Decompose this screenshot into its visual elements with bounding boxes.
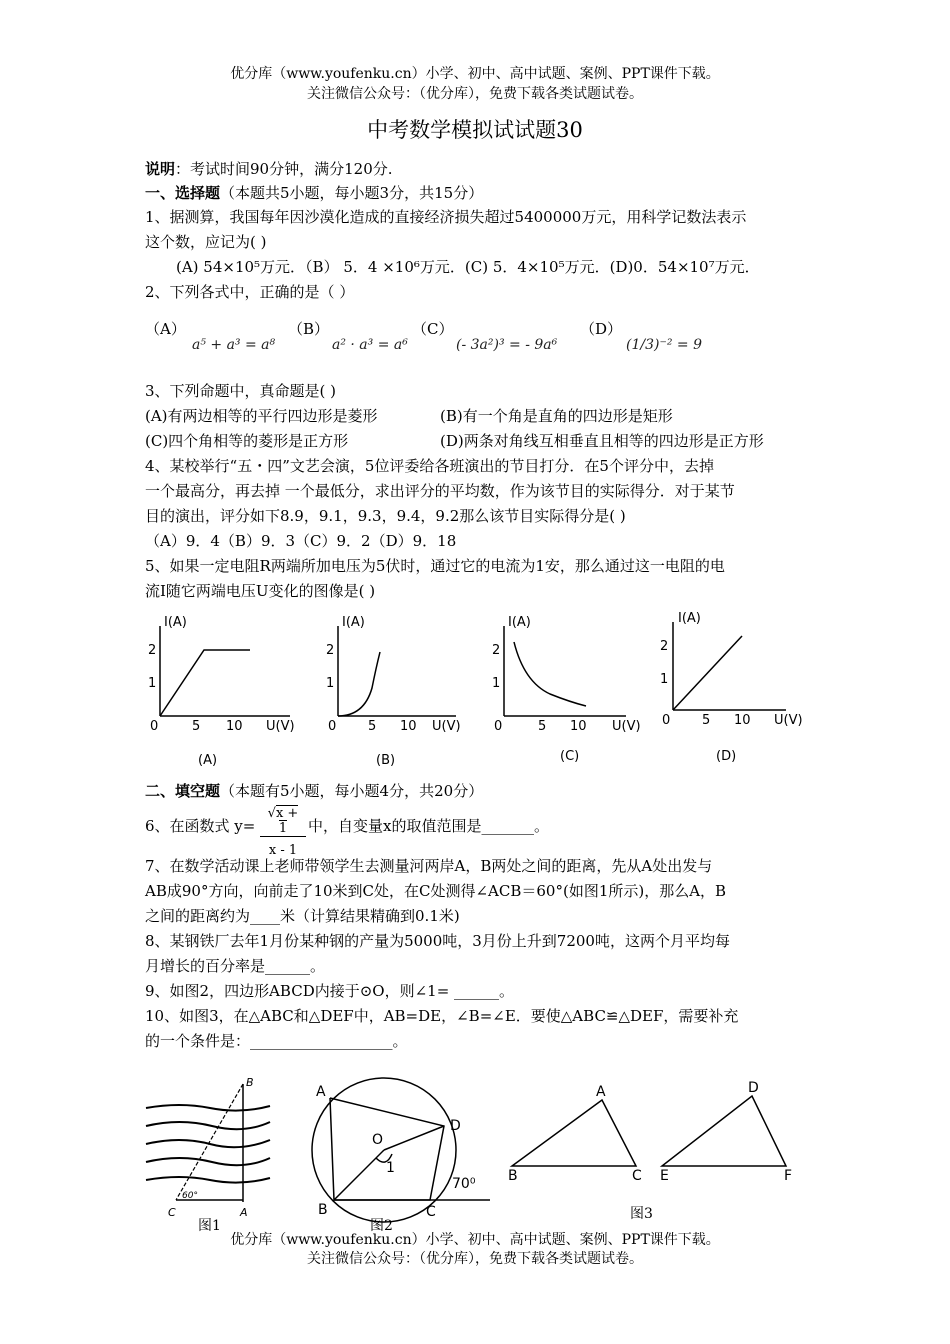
q7-line-2: AB成90°方向，向前走了10米到C处，在C处测得∠ACB＝60°(如图1所示)，那么A，B bbox=[145, 882, 727, 900]
graph-b-line bbox=[338, 652, 380, 716]
q5-line-1: 5、如果一定电阻R两端所加电压为5伏时，通过它的电流为1安，那么通过这一电阻的电 bbox=[145, 557, 725, 575]
fig2-label-d: D bbox=[450, 1118, 461, 1134]
graph-c-tick-10: 10 bbox=[570, 719, 587, 734]
q7-line-3: 之间的距离约为____米（计算结果精确到0.1米) bbox=[145, 907, 460, 925]
header-line-2: 关注微信公众号：（优分库），免费下载各类试题试卷。 bbox=[307, 86, 643, 102]
section-2-heading bbox=[145, 780, 483, 802]
graph-b-tick-5: 5 bbox=[368, 719, 377, 734]
graph-d-caption: (D) bbox=[716, 749, 737, 764]
figure-3 bbox=[512, 1096, 786, 1166]
graph-d-line bbox=[673, 636, 742, 710]
fig2-label-b: B bbox=[318, 1202, 328, 1218]
intro-text: ：考试时间90分钟，满分120分. bbox=[175, 160, 393, 178]
q3-stem: 3、下列命题中，真命题是( ) bbox=[145, 382, 337, 400]
graph-a-tick-5: 5 bbox=[192, 719, 201, 734]
fig1-label-c: C bbox=[168, 1206, 176, 1219]
graph-b-tick-2: 2 bbox=[326, 643, 335, 658]
section-1-label: 一、选择题 bbox=[145, 184, 221, 202]
q3-option-c: (C)四个角相等的菱形是正方形 bbox=[145, 432, 349, 450]
q8-line-2: 月增长的百分率是______。 bbox=[145, 957, 326, 975]
q2-option-d: （D） bbox=[580, 320, 623, 338]
fig1-caption: 图1 bbox=[198, 1218, 221, 1234]
graph-b-xlabel: U(V) bbox=[432, 719, 461, 734]
q6-numerator-text: x + 1 bbox=[275, 806, 299, 836]
q9-line-1: 9、如图2，四边形ABCD内接于⊙O，则∠1= ______。 bbox=[145, 982, 515, 1000]
graph-c-tick-5: 5 bbox=[538, 719, 547, 734]
graph-b-caption: (B) bbox=[376, 753, 396, 768]
fig3-label-c: C bbox=[632, 1168, 642, 1184]
section-2-label: 二、填空题 bbox=[145, 782, 221, 800]
footer-line-1: 优分库（www.youfenku.cn）小学、初中、高中试题、案例、PPT课件下载。 bbox=[230, 1232, 720, 1248]
graph-b-ylabel: I(A) bbox=[342, 615, 365, 630]
section-1-heading bbox=[145, 182, 483, 204]
fig2-label-a: A bbox=[316, 1084, 326, 1100]
q6-fraction bbox=[260, 806, 306, 858]
q2-option-d-expr: (1/3)⁻² = 9 bbox=[626, 337, 702, 353]
graph-d-tick-5: 5 bbox=[702, 713, 711, 728]
q2-stem: 2、下列各式中，正确的是（ ） bbox=[145, 283, 355, 301]
fig3-label-f: F bbox=[784, 1168, 793, 1184]
fig2-label-angle: 70⁰ bbox=[452, 1176, 476, 1192]
q2-option-a-expr: a⁵ + a³ = a⁸ bbox=[192, 337, 276, 353]
footer-line-2: 关注微信公众号：（优分库），免费下载各类试题试卷。 bbox=[307, 1251, 643, 1267]
q3-option-b: (B)有一个角是直角的四边形是矩形 bbox=[440, 407, 673, 425]
fig3-label-b: B bbox=[508, 1168, 518, 1184]
fig3-label-d: D bbox=[748, 1080, 759, 1096]
graph-b-tick-10: 10 bbox=[400, 719, 417, 734]
graph-b-tick-1: 1 bbox=[326, 676, 335, 691]
figure-2 bbox=[312, 1078, 490, 1222]
graph-d-tick-10: 10 bbox=[734, 713, 751, 728]
fig3-caption: 图3 bbox=[630, 1206, 653, 1222]
page-title: 中考数学模拟试试题30 bbox=[367, 118, 583, 142]
fig2-caption: 图2 bbox=[370, 1218, 393, 1234]
graph-d-tick-2: 2 bbox=[660, 639, 669, 654]
graph-c-tick-1: 1 bbox=[492, 676, 501, 691]
q6-post: 中，自变量x的取值范围是_______。 bbox=[308, 817, 549, 835]
graph-c-xlabel: U(V) bbox=[612, 719, 641, 734]
q1-line-1: 1、据测算，我国每年因沙漠化造成的直接经济损失超过5400000万元，用科学记数法表示 bbox=[145, 208, 747, 226]
fig1-label-angle: 60° bbox=[182, 1191, 198, 1201]
graph-c-tick-2: 2 bbox=[492, 643, 501, 658]
q6-pre: 6、在函数式 y= bbox=[145, 817, 256, 835]
q2-option-b-expr: a² · a³ = a⁶ bbox=[332, 337, 408, 353]
section-1-text: （本题共5小题，每小题3分，共15分） bbox=[220, 184, 484, 202]
fig1-label-b: B bbox=[246, 1076, 254, 1089]
graph-c-ylabel: I(A) bbox=[508, 615, 531, 630]
q10-line-2: 的一个条件是：___________________。 bbox=[145, 1032, 408, 1050]
graph-a-caption: (A) bbox=[198, 753, 218, 768]
q5-graphs bbox=[140, 612, 820, 772]
graph-b-tick-0: 0 bbox=[328, 719, 337, 734]
q4-options: （A）9．4（B）9．3（C）9．2（D）9．18 bbox=[145, 532, 457, 550]
intro bbox=[145, 158, 393, 180]
q1-options: (A) 54×10⁵万元．（B） 5．4 ×10⁶万元．(C) 5．4×10⁵万元．(D)0．54×10⁷万元． bbox=[176, 258, 760, 276]
q2-option-a: （A） bbox=[145, 320, 186, 338]
fig2-label-1: 1 bbox=[386, 1160, 395, 1176]
q5-line-2: 流I随它两端电压U变化的图像是( ) bbox=[145, 582, 376, 600]
header-line-1: 优分库（www.youfenku.cn）小学、初中、高中试题、案例、PPT课件下载。 bbox=[230, 66, 720, 82]
q3-option-d: (D)两条对角线互相垂直且相等的四边形是正方形 bbox=[440, 432, 764, 450]
fig3-label-a: A bbox=[596, 1084, 606, 1100]
figure-1 bbox=[146, 1084, 270, 1202]
graph-d-tick-1: 1 bbox=[660, 672, 669, 687]
q4-line-1: 4、某校举行“五・四”文艺会演，5位评委给各班演出的节目打分．在5个评分中，去掉 bbox=[145, 457, 714, 475]
bottom-figures bbox=[140, 1074, 820, 1234]
q2-option-b: （B） bbox=[288, 320, 330, 338]
graph-d-xlabel: U(V) bbox=[774, 713, 803, 728]
q7-line-1: 7、在数学活动课上老师带领学生去测量河两岸A，B两处之间的距离，先从A处出发与 bbox=[145, 857, 713, 875]
graph-a-tick-10: 10 bbox=[226, 719, 243, 734]
q4-line-3: 目的演出，评分如下8.9，9.1，9.3，9.4，9.2那么该节目实际得分是( ) bbox=[145, 507, 626, 525]
intro-label: 说明 bbox=[145, 160, 176, 178]
q6-denominator: x - 1 bbox=[268, 843, 298, 858]
section-2-text: （本题有5小题，每小题4分，共20分） bbox=[220, 782, 484, 800]
q4-line-2: 一个最高分，再去掉 一个最低分，求出评分的平均数，作为该节目的实际得分．对于某节 bbox=[145, 482, 735, 500]
graph-c-tick-0: 0 bbox=[494, 719, 503, 734]
fig2-label-o: O bbox=[372, 1132, 384, 1148]
q8-line-1: 8、某钢铁厂去年1月份某种钢的产量为5000吨，3月份上升到7200吨，这两个月平均每 bbox=[145, 932, 730, 950]
graph-c-line bbox=[514, 642, 586, 706]
q1-line-2: 这个数，应记为( ) bbox=[145, 233, 267, 251]
q2-option-c-expr: (- 3a²)³ = - 9a⁶ bbox=[456, 337, 558, 353]
graph-a-ylabel: I(A) bbox=[164, 615, 187, 630]
graph-d-tick-0: 0 bbox=[662, 713, 671, 728]
graph-d-ylabel: I(A) bbox=[678, 612, 701, 626]
graph-a-tick-1: 1 bbox=[148, 676, 157, 691]
graph-c-caption: (C) bbox=[560, 749, 580, 764]
graph-a-tick-0: 0 bbox=[150, 719, 159, 734]
q10-line-1: 10、如图3，在△ABC和△DEF中，AB=DE，∠B=∠E．要使△ABC≌△DEF，需要补充 bbox=[145, 1007, 739, 1025]
graph-a-xlabel: U(V) bbox=[266, 719, 295, 734]
fig3-label-e: E bbox=[660, 1168, 669, 1184]
graph-a-tick-2: 2 bbox=[148, 643, 157, 658]
q3-option-a: (A)有两边相等的平行四边形是菱形 bbox=[145, 407, 378, 425]
q6-numerator: √x + 1 bbox=[260, 806, 306, 837]
fig2-label-c: C bbox=[426, 1204, 436, 1220]
graph-a-line bbox=[160, 650, 250, 716]
q2-option-c: （C） bbox=[412, 320, 454, 338]
fig1-label-a: A bbox=[240, 1206, 248, 1219]
